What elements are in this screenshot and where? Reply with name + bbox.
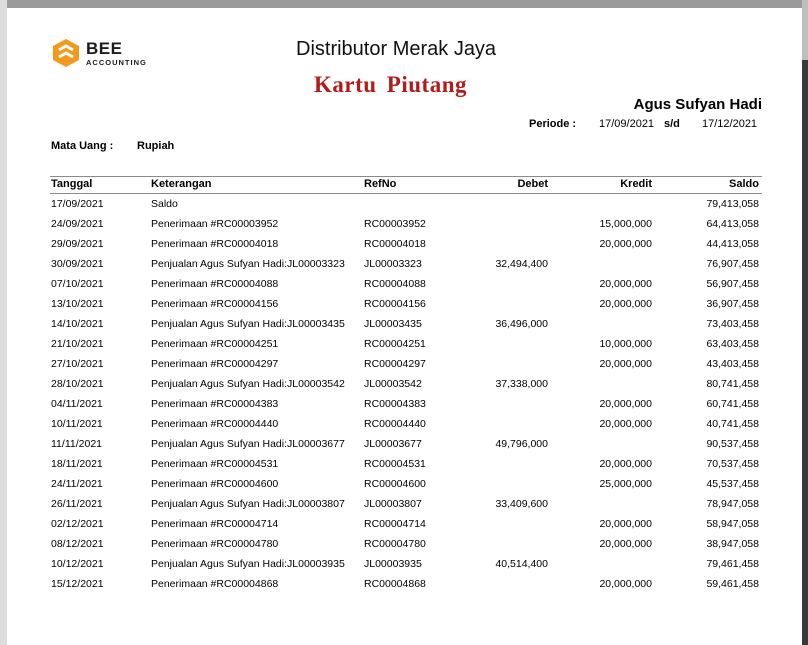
cell-refno: JL00003542 [364,378,422,390]
cell-saldo: 58,947,058 [706,518,759,530]
cell-refno: RC00004714 [364,518,426,530]
logo-name: BEE [86,38,123,58]
table-row [0,396,808,416]
viewer-top-edge [0,0,808,8]
cell-kredit: 20,000,000 [599,298,652,310]
cell-tanggal: 24/09/2021 [51,218,104,230]
cell-keterangan: Penerimaan #RC00004156 [151,298,279,310]
cell-saldo: 56,907,458 [706,278,759,290]
cell-keterangan: Penerimaan #RC00004714 [151,518,279,530]
periode-from: 17/09/2021 [599,118,655,130]
cell-debet: 33,409,600 [495,498,548,510]
cell-keterangan: Penjualan Agus Sufyan Hadi:JL00003542 [151,378,345,390]
cell-saldo: 40,741,458 [706,418,759,430]
viewer-right-edge-top [802,0,808,60]
cell-saldo: 79,461,458 [706,558,759,570]
cell-kredit: 20,000,000 [599,458,652,470]
cell-saldo: 80,741,458 [706,378,759,390]
table-row [0,196,808,216]
table-row [0,356,808,376]
table-body [0,196,808,596]
table-row [0,576,808,596]
table-header-rule [50,193,762,194]
report-title: Kartu Piutang [314,72,467,97]
table-row [0,416,808,436]
company-name: Distributor Merak Jaya [296,38,497,60]
cell-keterangan: Penerimaan #RC00004780 [151,538,279,550]
cell-tanggal: 28/10/2021 [51,378,104,390]
cell-tanggal: 18/11/2021 [51,458,103,470]
table-row [0,296,808,316]
cell-refno: JL00003935 [364,558,422,570]
cell-keterangan: Penerimaan #RC00004600 [151,478,279,490]
cell-tanggal: 04/11/2021 [51,398,103,410]
cell-keterangan: Penerimaan #RC00004868 [151,578,279,590]
cell-tanggal: 17/09/2021 [51,198,104,210]
table-row [0,236,808,256]
cell-saldo: 76,907,458 [706,258,759,270]
currency-label: Mata Uang : [51,140,114,152]
cell-saldo: 60,741,458 [706,398,759,410]
cell-kredit: 20,000,000 [599,538,652,550]
cell-tanggal: 15/12/2021 [51,578,104,590]
cell-keterangan: Penerimaan #RC00004088 [151,278,279,290]
cell-saldo: 38,947,058 [706,538,759,550]
cell-refno: RC00004780 [364,538,426,550]
bee-hexagon-icon [52,38,80,68]
cell-refno: JL00003435 [364,318,422,330]
cell-saldo: 70,537,458 [706,458,759,470]
cell-kredit: 20,000,000 [599,358,652,370]
cell-tanggal: 30/09/2021 [51,258,104,270]
cell-saldo: 78,947,058 [706,498,759,510]
table-row [0,336,808,356]
cell-refno: RC00004531 [364,458,426,470]
customer-name: Agus Sufyan Hadi [633,96,762,113]
table-header-row [0,178,808,193]
cell-tanggal: 11/11/2021 [51,438,102,450]
cell-keterangan: Penerimaan #RC00004440 [151,418,279,430]
table-row [0,216,808,236]
cell-refno: RC00004600 [364,478,426,490]
col-refno: RefNo [364,178,397,190]
cell-refno: RC00004088 [364,278,426,290]
cell-tanggal: 27/10/2021 [51,358,104,370]
cell-saldo: 43,403,458 [706,358,759,370]
cell-saldo: 36,907,458 [706,298,759,310]
cell-debet: 40,514,400 [495,558,548,570]
periode-label: Periode : [529,118,577,130]
col-debet: Debet [517,178,548,190]
logo-subtitle: ACCOUNTING [86,57,147,67]
cell-refno: RC00004251 [364,338,426,350]
cell-saldo: 90,537,458 [706,438,759,450]
cell-keterangan: Saldo [151,198,178,210]
cell-debet: 37,338,000 [495,378,548,390]
cell-keterangan: Penerimaan #RC00003952 [151,218,279,230]
cell-tanggal: 21/10/2021 [51,338,104,350]
cell-keterangan: Penjualan Agus Sufyan Hadi:JL00003323 [151,258,345,270]
cell-saldo: 45,537,458 [706,478,759,490]
table-row [0,376,808,396]
cell-tanggal: 24/11/2021 [51,478,103,490]
table-row [0,556,808,576]
cell-refno: JL00003677 [364,438,422,450]
cell-tanggal: 10/12/2021 [51,558,104,570]
cell-saldo: 63,403,458 [706,338,759,350]
cell-refno: RC00004440 [364,418,426,430]
cell-debet: 32,494,400 [495,258,548,270]
cell-keterangan: Penerimaan #RC00004383 [151,398,279,410]
cell-tanggal: 26/11/2021 [51,498,103,510]
cell-keterangan: Penjualan Agus Sufyan Hadi:JL00003807 [151,498,345,510]
table-row [0,436,808,456]
cell-refno: RC00004297 [364,358,426,370]
col-keterangan: Keterangan [151,178,212,190]
cell-refno: RC00004156 [364,298,426,310]
cell-kredit: 20,000,000 [599,518,652,530]
table-row [0,476,808,496]
cell-tanggal: 08/12/2021 [51,538,104,550]
table-row [0,496,808,516]
cell-tanggal: 10/11/2021 [51,418,103,430]
periode-separator: s/d [664,118,680,130]
cell-saldo: 64,413,058 [706,218,759,230]
table-row [0,276,808,296]
periode-to: 17/12/2021 [702,118,758,130]
cell-keterangan: Penerimaan #RC00004531 [151,458,279,470]
cell-tanggal: 29/09/2021 [51,238,104,250]
cell-kredit: 25,000,000 [599,478,652,490]
cell-keterangan: Penerimaan #RC00004018 [151,238,279,250]
cell-saldo: 44,413,058 [706,238,759,250]
cell-kredit: 20,000,000 [599,418,652,430]
table-row [0,316,808,336]
cell-refno: RC00004383 [364,398,426,410]
currency-value: Rupiah [137,140,175,152]
cell-debet: 49,796,000 [495,438,548,450]
cell-keterangan: Penerimaan #RC00004297 [151,358,279,370]
table-row [0,456,808,476]
cell-tanggal: 14/10/2021 [51,318,104,330]
col-kredit: Kredit [620,178,652,190]
cell-tanggal: 13/10/2021 [51,298,104,310]
table-top-rule [50,176,762,177]
cell-refno: RC00004868 [364,578,426,590]
cell-debet: 36,496,000 [495,318,548,330]
col-saldo: Saldo [729,178,759,190]
cell-refno: RC00004018 [364,238,426,250]
cell-kredit: 20,000,000 [599,398,652,410]
cell-kredit: 20,000,000 [599,278,652,290]
cell-saldo: 73,403,458 [706,318,759,330]
cell-kredit: 15,000,000 [599,218,652,230]
cell-refno: JL00003323 [364,258,422,270]
cell-saldo: 59,461,458 [706,578,759,590]
table-row [0,536,808,556]
table-row [0,256,808,276]
cell-kredit: 10,000,000 [599,338,652,350]
cell-refno: RC00003952 [364,218,426,230]
cell-refno: JL00003807 [364,498,422,510]
table-header [0,178,808,193]
cell-keterangan: Penjualan Agus Sufyan Hadi:JL00003435 [151,318,345,330]
table-row [0,516,808,536]
col-tanggal: Tanggal [51,178,93,190]
cell-kredit: 20,000,000 [599,578,652,590]
cell-tanggal: 07/10/2021 [51,278,104,290]
cell-keterangan: Penjualan Agus Sufyan Hadi:JL00003677 [151,438,345,450]
bee-accounting-logo [52,38,147,68]
cell-saldo: 79,413,058 [706,198,759,210]
cell-tanggal: 02/12/2021 [51,518,104,530]
cell-keterangan: Penjualan Agus Sufyan Hadi:JL00003935 [151,558,345,570]
cell-kredit: 20,000,000 [599,238,652,250]
cell-keterangan: Penerimaan #RC00004251 [151,338,279,350]
